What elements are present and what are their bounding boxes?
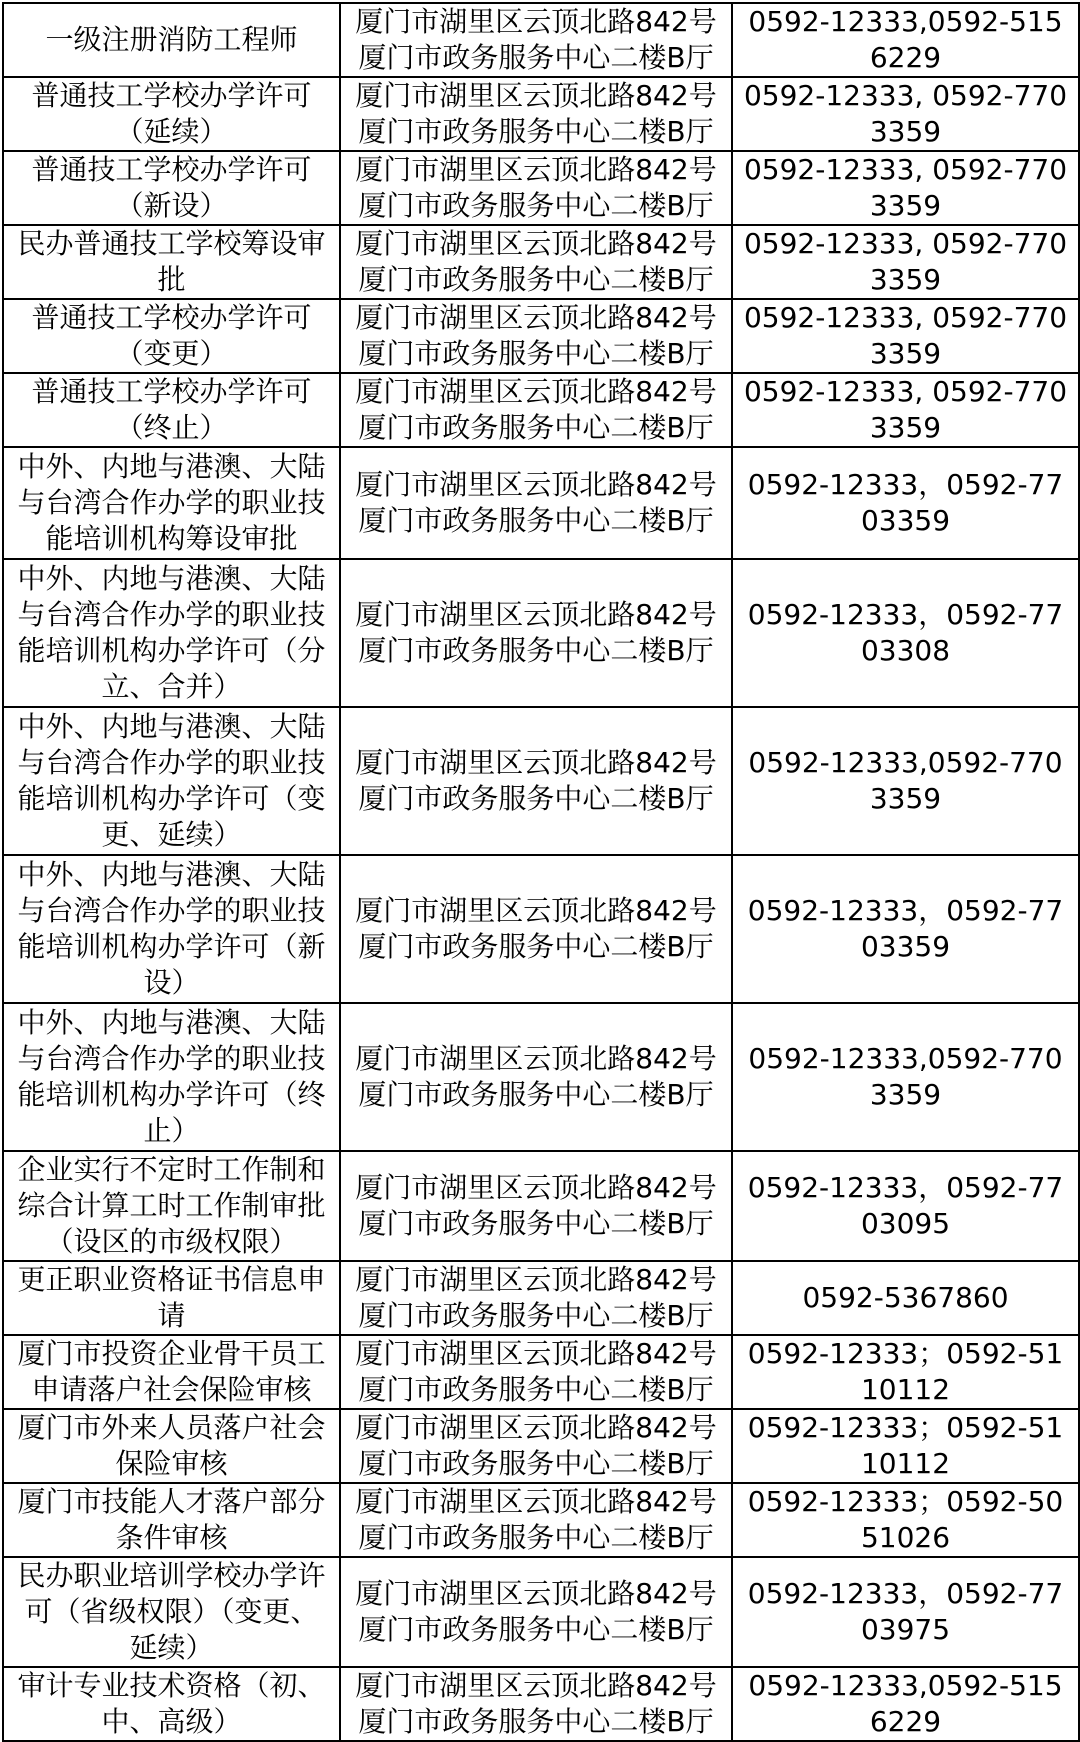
table-row <box>3 1409 1079 1483</box>
address-line-2: 厦门市政务服务中心二楼B厅 <box>358 634 714 667</box>
table-row <box>3 77 1079 151</box>
phone-cell: 0592-12333,0592-7703359 <box>732 1003 1079 1151</box>
service-name-cell: 中外、内地与港澳、大陆与台湾合作办学的职业技能培训机构办学许可（分立、合并） <box>3 559 340 707</box>
address-line-2: 厦门市政务服务中心二楼B厅 <box>358 411 714 444</box>
table-row <box>3 1335 1079 1409</box>
table-row <box>3 559 1079 707</box>
service-name-cell: 审计专业技术资格（初、中、高级） <box>3 1667 340 1741</box>
address-line-2: 厦门市政务服务中心二楼B厅 <box>358 504 714 537</box>
phone-cell: 0592-12333, 0592-7703359 <box>732 77 1079 151</box>
address-line-1: 厦门市湖里区云顶北路842号 <box>355 227 717 260</box>
service-name-cell: 厦门市外来人员落户社会保险审核 <box>3 1409 340 1483</box>
address-cell <box>340 77 732 151</box>
address-cell <box>340 1151 732 1261</box>
address-line-1: 厦门市湖里区云顶北路842号 <box>355 1669 717 1702</box>
address-cell <box>340 151 732 225</box>
address-line-2: 厦门市政务服务中心二楼B厅 <box>358 1613 714 1646</box>
address-line-2: 厦门市政务服务中心二楼B厅 <box>358 1705 714 1738</box>
address-line-2: 厦门市政务服务中心二楼B厅 <box>358 1078 714 1111</box>
address-line-2: 厦门市政务服务中心二楼B厅 <box>358 1373 714 1406</box>
address-cell <box>340 299 732 373</box>
address-line-1: 厦门市湖里区云顶北路842号 <box>355 375 717 408</box>
address-line-2: 厦门市政务服务中心二楼B厅 <box>358 1299 714 1332</box>
phone-cell: 0592-12333；0592-5110112 <box>732 1335 1079 1409</box>
address-line-1: 厦门市湖里区云顶北路842号 <box>355 1337 717 1370</box>
address-cell <box>340 3 732 77</box>
phone-cell: 0592-12333，0592-7703095 <box>732 1151 1079 1261</box>
address-cell <box>340 559 732 707</box>
service-name-cell: 更正职业资格证书信息申请 <box>3 1261 340 1335</box>
address-cell <box>340 225 732 299</box>
address-line-1: 厦门市湖里区云顶北路842号 <box>355 468 717 501</box>
service-name-cell: 民办普通技工学校筹设审批 <box>3 225 340 299</box>
address-line-1: 厦门市湖里区云顶北路842号 <box>355 1577 717 1610</box>
table-row <box>3 1483 1079 1557</box>
table-row <box>3 1667 1079 1741</box>
phone-cell: 0592-12333,0592-5156229 <box>732 1667 1079 1741</box>
address-line-2: 厦门市政务服务中心二楼B厅 <box>358 189 714 222</box>
address-cell <box>340 855 732 1003</box>
address-line-1: 厦门市湖里区云顶北路842号 <box>355 746 717 779</box>
table-row <box>3 855 1079 1003</box>
phone-cell: 0592-5367860 <box>732 1261 1079 1335</box>
address-cell <box>340 707 732 855</box>
table-row <box>3 1261 1079 1335</box>
table-row <box>3 707 1079 855</box>
address-line-2: 厦门市政务服务中心二楼B厅 <box>358 263 714 296</box>
service-name-cell: 厦门市投资企业骨干员工申请落户社会保险审核 <box>3 1335 340 1409</box>
phone-cell: 0592-12333；0592-5110112 <box>732 1409 1079 1483</box>
address-line-1: 厦门市湖里区云顶北路842号 <box>355 598 717 631</box>
table-row <box>3 447 1079 559</box>
address-line-1: 厦门市湖里区云顶北路842号 <box>355 5 717 38</box>
service-name-cell: 中外、内地与港澳、大陆与台湾合作办学的职业技能培训机构筹设审批 <box>3 447 340 559</box>
address-line-1: 厦门市湖里区云顶北路842号 <box>355 1171 717 1204</box>
address-line-1: 厦门市湖里区云顶北路842号 <box>355 79 717 112</box>
address-cell <box>340 1003 732 1151</box>
address-line-1: 厦门市湖里区云顶北路842号 <box>355 153 717 186</box>
address-line-1: 厦门市湖里区云顶北路842号 <box>355 1263 717 1296</box>
phone-cell: 0592-12333, 0592-7703359 <box>732 225 1079 299</box>
table-row <box>3 299 1079 373</box>
table-row <box>3 3 1079 77</box>
address-cell <box>340 1557 732 1667</box>
service-name-cell: 中外、内地与港澳、大陆与台湾合作办学的职业技能培训机构办学许可（新设） <box>3 855 340 1003</box>
service-name-cell: 中外、内地与港澳、大陆与台湾合作办学的职业技能培训机构办学许可（变更、延续） <box>3 707 340 855</box>
address-cell <box>340 373 732 447</box>
address-line-2: 厦门市政务服务中心二楼B厅 <box>358 41 714 74</box>
phone-cell: 0592-12333，0592-7703308 <box>732 559 1079 707</box>
address-cell <box>340 1483 732 1557</box>
address-line-2: 厦门市政务服务中心二楼B厅 <box>358 930 714 963</box>
address-line-2: 厦门市政务服务中心二楼B厅 <box>358 337 714 370</box>
table-row <box>3 1003 1079 1151</box>
phone-cell: 0592-12333, 0592-7703359 <box>732 151 1079 225</box>
address-cell <box>340 1335 732 1409</box>
service-name-cell: 企业实行不定时工作制和综合计算工时工作制审批（设区的市级权限） <box>3 1151 340 1261</box>
phone-cell: 0592-12333, 0592-7703359 <box>732 299 1079 373</box>
address-line-1: 厦门市湖里区云顶北路842号 <box>355 1485 717 1518</box>
phone-cell: 0592-12333, 0592-7703359 <box>732 373 1079 447</box>
address-line-2: 厦门市政务服务中心二楼B厅 <box>358 1447 714 1480</box>
service-name-cell: 普通技工学校办学许可（终止） <box>3 373 340 447</box>
table-body <box>3 3 1079 1741</box>
service-table <box>2 2 1080 1742</box>
table-row <box>3 225 1079 299</box>
table-row <box>3 151 1079 225</box>
table-row <box>3 1151 1079 1261</box>
phone-cell: 0592-12333,0592-5156229 <box>732 3 1079 77</box>
phone-cell: 0592-12333，0592-7703359 <box>732 447 1079 559</box>
service-name-cell: 厦门市技能人才落户部分条件审核 <box>3 1483 340 1557</box>
table-row <box>3 373 1079 447</box>
service-name-cell: 普通技工学校办学许可（延续） <box>3 77 340 151</box>
address-line-1: 厦门市湖里区云顶北路842号 <box>355 894 717 927</box>
phone-cell: 0592-12333，0592-7703359 <box>732 855 1079 1003</box>
service-name-cell: 普通技工学校办学许可（变更） <box>3 299 340 373</box>
address-cell <box>340 447 732 559</box>
address-line-1: 厦门市湖里区云顶北路842号 <box>355 301 717 334</box>
address-line-2: 厦门市政务服务中心二楼B厅 <box>358 782 714 815</box>
address-cell <box>340 1667 732 1741</box>
address-line-2: 厦门市政务服务中心二楼B厅 <box>358 115 714 148</box>
service-name-cell: 一级注册消防工程师 <box>3 3 340 77</box>
service-name-cell: 普通技工学校办学许可（新设） <box>3 151 340 225</box>
table-row <box>3 1557 1079 1667</box>
address-line-2: 厦门市政务服务中心二楼B厅 <box>358 1207 714 1240</box>
phone-cell: 0592-12333,0592-7703359 <box>732 707 1079 855</box>
service-name-cell: 中外、内地与港澳、大陆与台湾合作办学的职业技能培训机构办学许可（终止） <box>3 1003 340 1151</box>
address-cell <box>340 1261 732 1335</box>
phone-cell: 0592-12333，0592-7703975 <box>732 1557 1079 1667</box>
address-line-2: 厦门市政务服务中心二楼B厅 <box>358 1521 714 1554</box>
service-name-cell: 民办职业培训学校办学许可（省级权限）（变更、延续） <box>3 1557 340 1667</box>
address-line-1: 厦门市湖里区云顶北路842号 <box>355 1411 717 1444</box>
address-cell <box>340 1409 732 1483</box>
address-line-1: 厦门市湖里区云顶北路842号 <box>355 1042 717 1075</box>
phone-cell: 0592-12333；0592-5051026 <box>732 1483 1079 1557</box>
